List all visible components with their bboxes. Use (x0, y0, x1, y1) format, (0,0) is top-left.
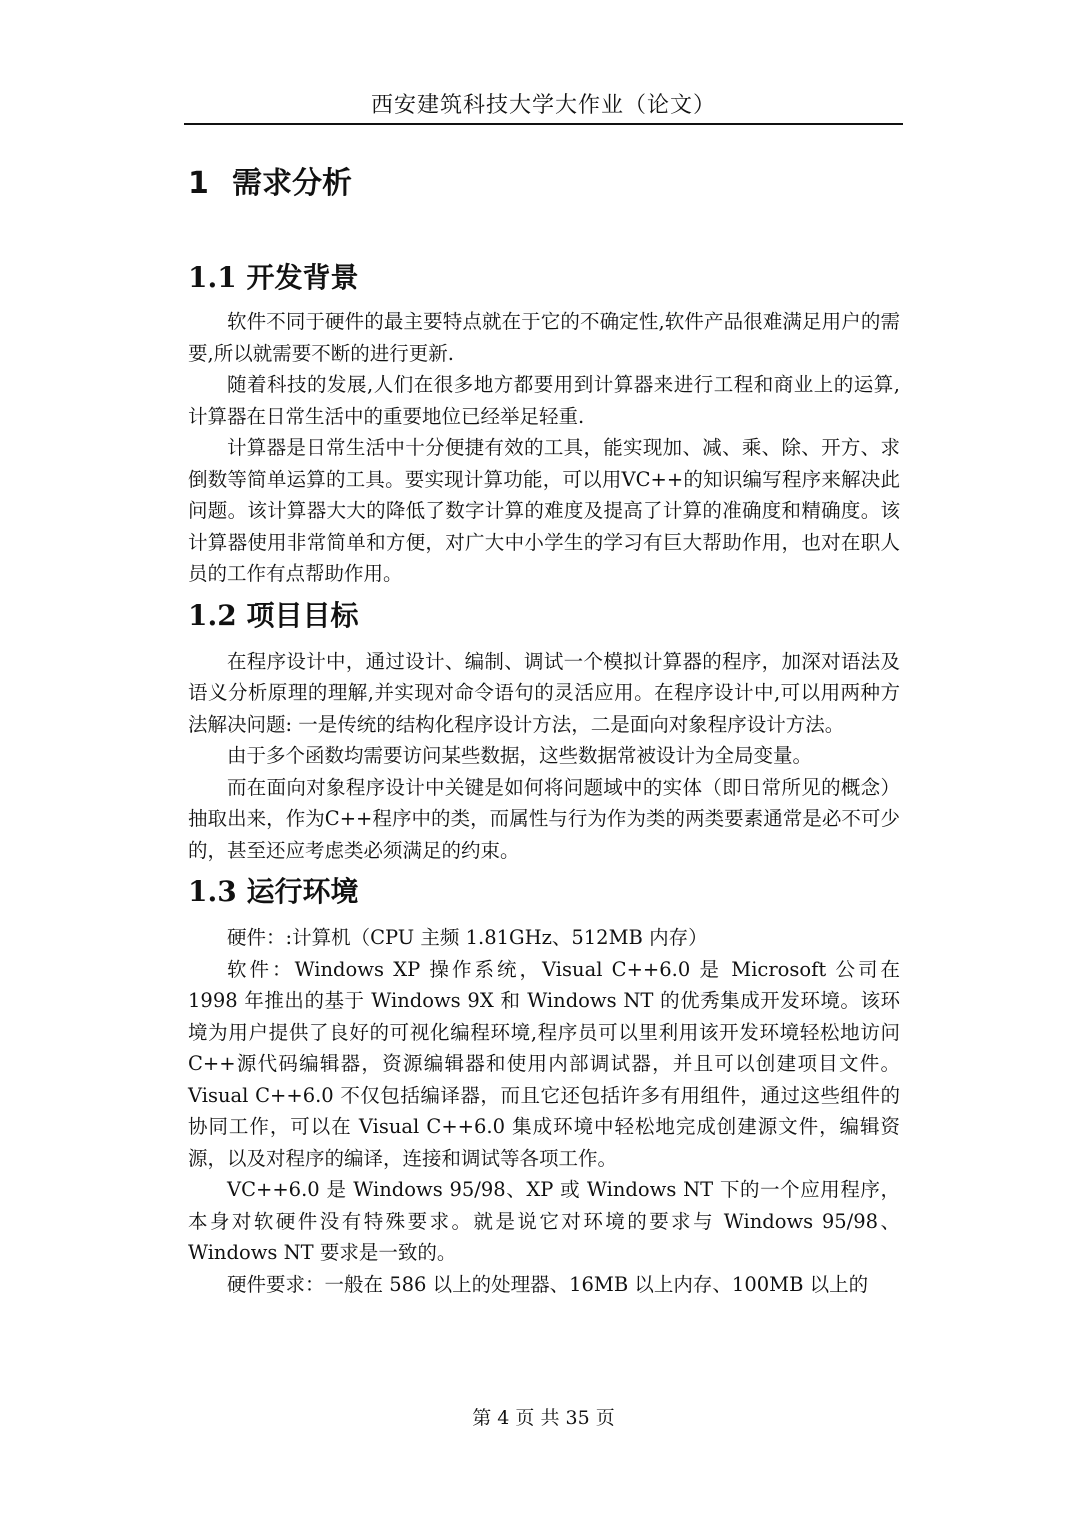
paragraph: VC++6.0 是 Windows 95/98、XP 或 Windows NT 下的一个应用程序，本身对软硬件没有特殊要求。就是说它对环境的要求与 Windows 95/98、Windows NT 要求是一致的。 (188, 1178, 900, 1264)
running-header: 西安建筑科技大学大作业（论文） (370, 93, 716, 118)
paragraph: 而在面向对象程序设计中关键是如何将问题域中的实体（即日常所见的概念）抽取出来，作为C++程序中的类，而属性与行为作为类的两类要素通常是必不可少的，甚至还应考虑类必须满足的约束。 (188, 775, 900, 862)
chapter-title-text: 需求分析 (232, 166, 352, 201)
section-title-background: 1.1 开发背景 (188, 261, 359, 294)
page-number-footer: 第 4 页 共 35 页 (472, 1407, 615, 1429)
paragraph: 随着科技的发展,人们在很多地方都要用到计算器来进行工程和商业上的运算,计算器在日常生活中的重要地位已经举足轻重. (188, 373, 900, 428)
paragraph: 软件：Windows XP 操作系统，Visual C++6.0 是 Microsoft 公司在 1998 年推出的基于 Windows 9X 和 Windows NT 的优秀集成开发环境。该环境为用户提供了良好的可视化编程环境,程序员可以里利用该开发环境轻松地访问 C++源代码编辑器，资源编辑器和使用内部调试器，并且可以创建项目文件。Visual C++6.0 不仅包括编译器，而且它还包括许多有用组件，通过这些组件的协同工作，可以在 Visual C++6.0 集成环境中轻松地完成创建源文件，编辑资源，以及对程序的编译，连接和调试等各项工作。 (188, 957, 900, 1170)
paragraph: 硬件要求：一般在 586 以上的处理器、16MB 以上内存、100MB 以上的 (227, 1272, 869, 1296)
paragraph: 在程序设计中，通过设计、编制、调试一个模拟计算器的程序，加深对语法及语义分析原理的理解,并实现对命令语句的灵活应用。在程序设计中,可以用两种方法解决问题: 一是传统的结构化程序设计方法，二是面向对象程序设计方法。 (188, 649, 900, 736)
page-body (188, 160, 900, 1300)
paragraph: 硬件：:计算机（CPU 主频 1.81GHz、512MB 内存） (227, 926, 708, 949)
paragraph: 计算器是日常生活中十分便捷有效的工具，能实现加、减、乘、除、开方、求倒数等简单运算的工具。要实现计算功能，可以用VC++的知识编写程序来解决此问题。该计算器大大的降低了数字计算的难度及提高了计算的准确度和精确度。该计算器使用非常简单和方便，对广大中小学生的学习有巨大帮助作用，也对在职人员的工作有点帮助作用。 (188, 436, 900, 585)
header-rule (184, 123, 903, 125)
paragraph: 软件不同于硬件的最主要特点就在于它的不确定性,软件产品很难满足用户的需要,所以就需要不断的进行更新. (188, 310, 900, 365)
paragraph: 由于多个函数均需要访问某些数据，这些数据常被设计为全局变量。 (227, 744, 813, 767)
section-title-goals: 1.2 项目目标 (188, 598, 359, 632)
chapter-number: 1 (188, 166, 209, 201)
section-title-environment: 1.3 运行环境 (188, 875, 359, 908)
chapter-title (188, 160, 900, 208)
